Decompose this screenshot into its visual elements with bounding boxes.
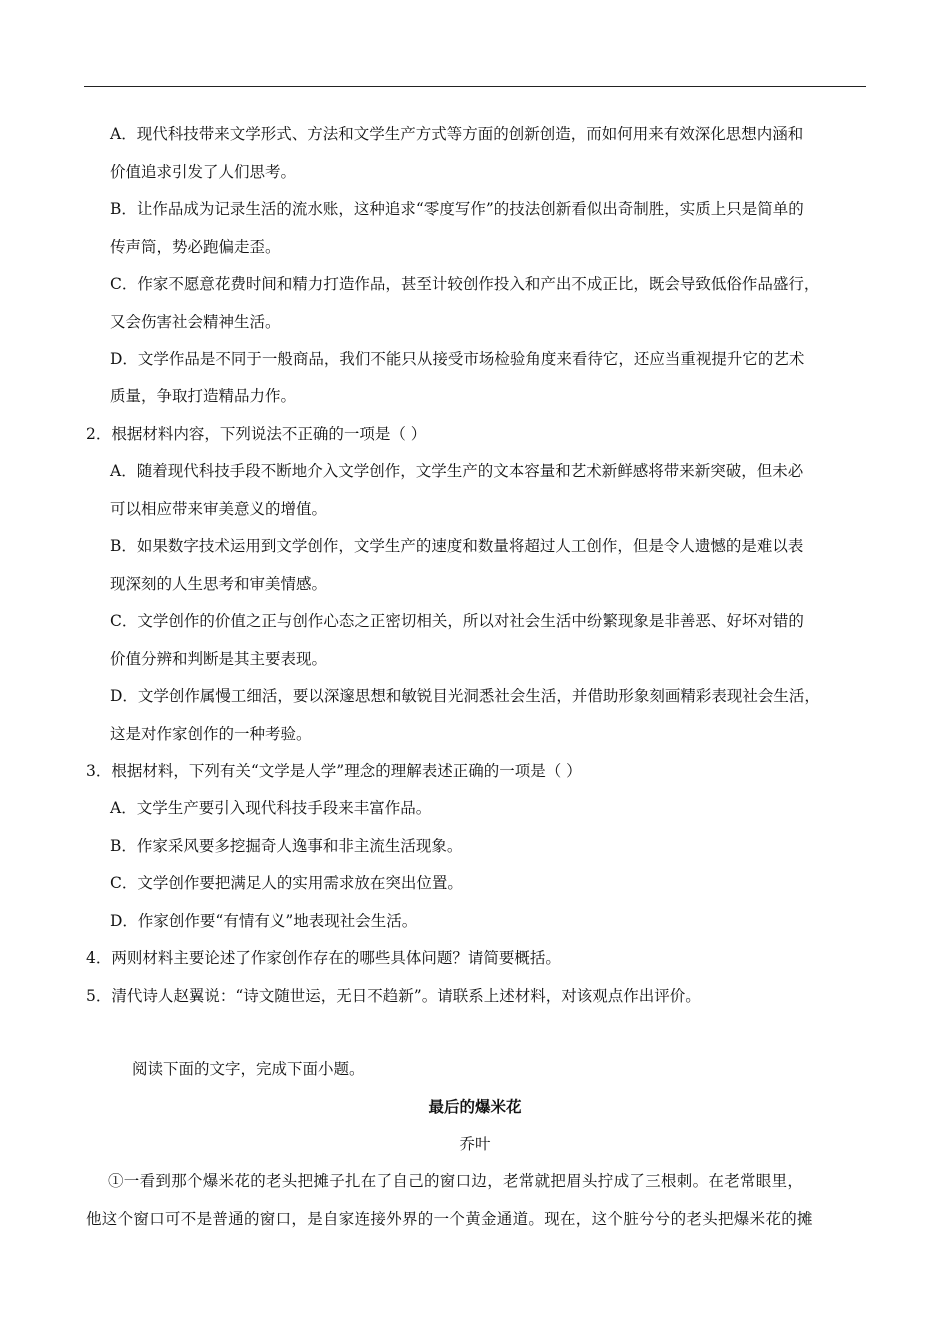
q1-option-c-line1: C．作家不愿意花费时间和精力打造作品，甚至计较创作投入和产出不成正比，既会导致低俗作品盛行， [110,275,820,293]
q1-option-d-line1: D．文学作品是不同于一般商品，我们不能只从接受市场检验角度来看待它，还应当重视提升它的艺术 [110,350,805,368]
passage-author: 乔叶 [459,1135,491,1153]
q2-option-d-line2: 这是对作家创作的一种考验。 [110,725,312,743]
q3-option-d: D．作家创作要“有情有义”地表现社会生活。 [110,912,418,930]
q2-option-b-line1: B．如果数字技术运用到文学创作，文学生产的速度和数量将超过人工创作，但是令人遗憾的是难以表 [110,537,804,555]
q1-option-a-line2: 价值追求引发了人们思考。 [110,163,297,181]
q2-option-b-line2: 现深刻的人生思考和审美情感。 [110,575,328,593]
q2-stem: 2．根据材料内容，下列说法不正确的一项是（ ） [86,425,427,443]
q4-stem: 4．两则材料主要论述了作家创作存在的哪些具体问题？请简要概括。 [86,949,561,967]
q1-option-b-line2: 传声筒，势必跑偏走歪。 [110,238,281,256]
q3-option-c: C．文学创作要把满足人的实用需求放在突出位置。 [110,874,463,892]
q2-option-c-line1: C．文学创作的价值之正与创作心态之正密切相关，所以对社会生活中纷繁现象是非善恶、好坏对错的 [110,612,804,630]
q1-option-d-line2: 质量，争取打造精品力作。 [110,387,297,405]
reading-intro: 阅读下面的文字，完成下面小题。 [132,1060,365,1078]
passage-paragraph-line2: 他这个窗口可不是普通的窗口，是自家连接外界的一个黄金通道。现在，这个脏兮兮的老头把爆米花的摊 [86,1210,813,1228]
q5-stem: 5．清代诗人赵翼说：“诗文随世运，无日不趋新”。请联系上述材料，对该观点作出评价。 [86,987,701,1005]
passage-title: 最后的爆米花 [428,1097,522,1116]
header-rule [84,86,866,87]
q2-option-a-line2: 可以相应带来审美意义的增值。 [110,500,328,518]
q1-option-c-line2: 又会伤害社会精神生活。 [110,313,281,331]
q1-option-a-line1: A．现代科技带来文学形式、方法和文学生产方式等方面的创新创造，而如何用来有效深化思想内涵和 [110,125,804,143]
q3-option-b: B．作家采风要多挖掘奇人逸事和非主流生活现象。 [110,837,463,855]
q3-option-a: A．文学生产要引入现代科技手段来丰富作品。 [110,799,432,817]
q1-option-b-line1: B．让作品成为记录生活的流水账，这种追求“零度写作”的技法创新看似出奇制胜，实质上只是简单的 [110,200,804,218]
q2-option-d-line1: D．文学创作属慢工细活，要以深邃思想和敏锐目光洞悉社会生活，并借助形象刻画精彩表现社会生活， [110,687,820,705]
q3-stem: 3．根据材料，下列有关“文学是人学”理念的理解表述正确的一项是（ ） [86,762,582,780]
passage-paragraph-line1: ①一看到那个爆米花的老头把摊子扎在了自己的窗口边，老常就把眉头拧成了三根刺。在老常眼里， [108,1172,804,1190]
q2-option-c-line2: 价值分辨和判断是其主要表现。 [110,650,328,668]
q2-option-a-line1: A．随着现代科技手段不断地介入文学创作，文学生产的文本容量和艺术新鲜感将带来新突破，但未必 [110,462,804,480]
